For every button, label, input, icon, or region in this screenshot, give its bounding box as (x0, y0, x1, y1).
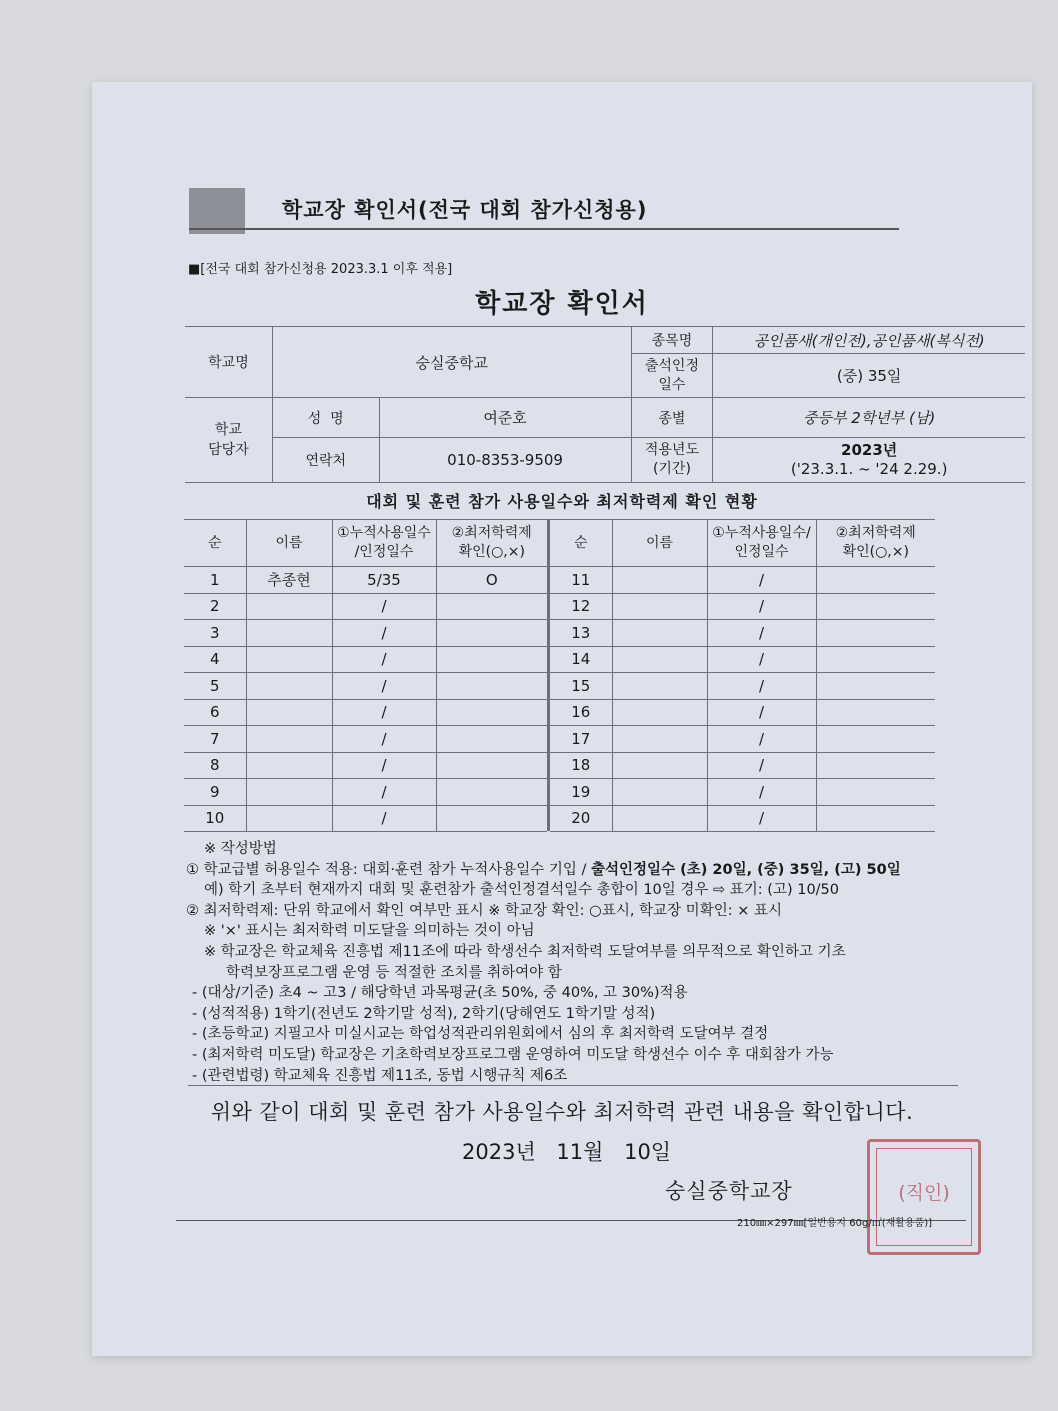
row-check (436, 593, 547, 620)
table-row (184, 805, 547, 832)
paper-spec: 210㎜×297㎜[일반용지 60g/㎡(재활용품)] (737, 1218, 933, 1229)
manager-label-line2: 담당자 (208, 442, 249, 458)
row-name (612, 593, 707, 620)
header-name: 이름 (612, 520, 707, 567)
table-row (550, 752, 935, 779)
instructions (186, 839, 1026, 1086)
row-days: / (707, 699, 816, 726)
header-check-line2: 확인(○,×) (842, 544, 909, 560)
name-value: 여준호 (379, 398, 631, 438)
row-no: 6 (184, 699, 246, 726)
row-check: O (436, 567, 547, 594)
row-days: / (707, 779, 816, 806)
instruction-line: ② 최저학력제: 단위 학교에서 확인 여부만 표시 ※ 학교장 확인: ○표시, 학교장 미확인: × 표시 (186, 902, 782, 919)
roster-table-right (550, 519, 935, 832)
header-title: 학교장 확인서(전국 대회 참가신청용) (282, 198, 648, 222)
row-no: 1 (184, 567, 246, 594)
row-name (612, 805, 707, 832)
table-row (184, 646, 547, 673)
table-row (184, 752, 547, 779)
row-days: / (707, 593, 816, 620)
table-row (550, 779, 935, 806)
header-check-line2: 확인(○,×) (458, 544, 525, 560)
status-title: 대회 및 훈련 참가 사용일수와 최저학력제 확인 현황 (366, 492, 758, 511)
row-name (612, 699, 707, 726)
row-check (436, 779, 547, 806)
row-days: / (707, 567, 816, 594)
row-no: 19 (550, 779, 612, 806)
header-check (436, 520, 547, 567)
row-no: 20 (550, 805, 612, 832)
row-name: 추종현 (246, 567, 332, 594)
table-row (550, 620, 935, 647)
row-name (246, 620, 332, 647)
row-days: / (707, 805, 816, 832)
row-check (436, 699, 547, 726)
roster-right-body (550, 567, 935, 832)
attendance-value: (중) 35일 (713, 354, 1025, 398)
row-name (246, 699, 332, 726)
row-name (612, 567, 707, 594)
header-days-line1: ①누적사용일수 (337, 525, 431, 541)
table-row (184, 699, 547, 726)
row-name (612, 620, 707, 647)
table-row (184, 673, 547, 700)
instruction-line-1a: ① 학교급별 허용일수 적용: 대회·훈련 참가 누적사용일수 기입 / (186, 861, 592, 878)
instruction-line: - (초등학교) 지필고사 미실시교는 학업성적관리위원회에서 심의 후 최저학력 도달여부 결정 (192, 1026, 769, 1043)
row-no: 15 (550, 673, 612, 700)
header-days (332, 520, 436, 567)
header-check (816, 520, 935, 567)
row-no: 10 (184, 805, 246, 832)
document-title: 학교장 확인서 (475, 289, 649, 319)
row-days: / (332, 752, 436, 779)
instruction-line: - (대상/기준) 초4 ~ 고3 / 해당학년 과목평균(초 50%, 중 40%, 고 30%)적용 (192, 985, 688, 1002)
table-row (550, 726, 935, 753)
attendance-label-line1: 출석인정 (644, 357, 699, 374)
instruction-line: - (성적적용) 1학기(전년도 2학기말 성적), 2학기(당해연도 1학기말 성적) (192, 1005, 656, 1022)
official-seal-stamp (867, 1139, 981, 1255)
row-check (436, 752, 547, 779)
roster-table-left (184, 519, 547, 832)
document-paper (92, 82, 1032, 1356)
row-days: / (332, 646, 436, 673)
table-row (550, 646, 935, 673)
row-no: 9 (184, 779, 246, 806)
header-days-line1: ①누적사용일수/ (712, 525, 811, 541)
row-days: / (707, 726, 816, 753)
issue-date: 2023년 11월 10일 (462, 1140, 672, 1164)
row-days: / (332, 726, 436, 753)
confirmation-statement: 위와 같이 대회 및 훈련 참가 사용일수와 최저학력 관련 내용을 확인합니다. (210, 1100, 914, 1124)
header-days (707, 520, 816, 567)
row-check (816, 567, 935, 594)
row-days: 5/35 (332, 567, 436, 594)
row-no: 2 (184, 593, 246, 620)
row-check (436, 620, 547, 647)
row-name (246, 726, 332, 753)
row-days: / (332, 699, 436, 726)
row-days: / (332, 620, 436, 647)
header-underline (189, 228, 899, 230)
header-check-line1: ②최저학력제 (835, 525, 916, 541)
row-check (436, 673, 547, 700)
row-check (436, 805, 547, 832)
row-no: 11 (550, 567, 612, 594)
row-no: 18 (550, 752, 612, 779)
roster-right-header (550, 520, 935, 567)
instructions-heading: ※ 작성방법 (204, 841, 277, 857)
applicability-note: ■[전국 대회 참가신청용 2023.3.1 이후 적용] (188, 262, 453, 277)
instruction-line: 예) 학기 초부터 현재까지 대회 및 훈련참가 출석인정결석일수 총합이 10일 경우 ⇨ 표기: (고) 10/50 (204, 882, 840, 899)
row-check (816, 620, 935, 647)
row-check (816, 726, 935, 753)
row-name (612, 726, 707, 753)
row-name (246, 779, 332, 806)
manager-label (185, 398, 272, 483)
table-row (550, 805, 935, 832)
table-row (184, 726, 547, 753)
event-value: 공인품새(개인전),공인품새(복식전) (713, 327, 1025, 354)
row-days: / (707, 673, 816, 700)
principal-title: 숭실중학교장 (665, 1179, 793, 1203)
row-no: 13 (550, 620, 612, 647)
contact-value: 010-8353-9509 (379, 438, 631, 483)
row-check (816, 805, 935, 832)
header-check-line1: ②최저학력제 (451, 525, 532, 541)
contact-label: 연락처 (272, 438, 379, 483)
row-days: / (332, 779, 436, 806)
row-no: 5 (184, 673, 246, 700)
row-name (246, 805, 332, 832)
instruction-line: - (관련법령) 학교체육 진흥법 제11조, 동법 시행규칙 제6조 (192, 1067, 568, 1084)
year-value-line1: 2023년 (841, 441, 898, 459)
table-row (184, 593, 547, 620)
year-value (713, 438, 1025, 483)
name-label: 성 명 (272, 398, 379, 438)
row-check (816, 752, 935, 779)
header-days-line2: /인정일수 (354, 544, 414, 560)
instruction-line: 학력보장프로그램 운영 등 적절한 조치를 취하여야 함 (226, 964, 562, 981)
seal-label: (직인) (898, 1182, 950, 1204)
school-value: 숭실중학교 (272, 327, 631, 398)
row-name (612, 646, 707, 673)
attendance-label-line2: 일수 (658, 376, 686, 393)
info-table (185, 326, 1025, 483)
row-days: / (707, 646, 816, 673)
instruction-line: - (최저학력 미도달) 학교장은 기초학력보장프로그램 운영하여 미도달 학생선수 이수 후 대회참가 가능 (192, 1046, 834, 1063)
row-no: 14 (550, 646, 612, 673)
table-row (184, 779, 547, 806)
table-row (184, 567, 547, 594)
row-no: 12 (550, 593, 612, 620)
row-no: 17 (550, 726, 612, 753)
table-row (550, 567, 935, 594)
row-name (246, 646, 332, 673)
row-no: 7 (184, 726, 246, 753)
row-days: / (332, 593, 436, 620)
row-check (816, 699, 935, 726)
year-value-line2: ('23.3.1. ~ '24 2.29.) (790, 460, 948, 478)
year-label-line2: (기간) (652, 461, 691, 477)
row-name (246, 593, 332, 620)
instruction-line-1b: 출석인정일수 (초) 20일, (중) 35일, (고) 50일 (591, 861, 901, 878)
attendance-label (631, 354, 713, 398)
table-row (550, 593, 935, 620)
row-check (816, 593, 935, 620)
manager-label-line1: 학교 (214, 422, 242, 438)
row-name (246, 752, 332, 779)
roster-left-header (184, 520, 547, 567)
table-row (184, 620, 547, 647)
row-days: / (332, 805, 436, 832)
row-check (816, 779, 935, 806)
table-row (550, 673, 935, 700)
school-label: 학교명 (185, 327, 272, 398)
row-check (436, 646, 547, 673)
event-label: 종목명 (631, 327, 713, 354)
category-value: 중등부 2학년부 (남) (713, 398, 1025, 438)
row-no: 8 (184, 752, 246, 779)
header-no: 순 (550, 520, 612, 567)
table-row (550, 699, 935, 726)
row-days: / (332, 673, 436, 700)
category-label: 종별 (631, 398, 713, 438)
row-name (246, 673, 332, 700)
roster-left-body (184, 567, 547, 832)
row-days: / (707, 620, 816, 647)
instruction-line: ※ '×' 표시는 최저학력 미도달을 의미하는 것이 아님 (204, 923, 535, 940)
instruction-line: ※ 학교장은 학교체육 진흥법 제11조에 따라 학생선수 최저학력 도달여부를 의무적으로 확인하고 기초 (204, 943, 846, 960)
row-days: / (707, 752, 816, 779)
year-label (631, 438, 713, 483)
row-check (816, 646, 935, 673)
row-name (612, 779, 707, 806)
row-no: 16 (550, 699, 612, 726)
header-days-line2: 인정일수 (734, 544, 789, 560)
row-check (816, 673, 935, 700)
year-label-line1: 적용년도 (644, 442, 699, 458)
instruction-line (186, 860, 1026, 881)
row-name (612, 752, 707, 779)
header-no: 순 (184, 520, 246, 567)
instructions-divider (188, 1085, 958, 1086)
row-no: 3 (184, 620, 246, 647)
row-name (612, 673, 707, 700)
header-name: 이름 (246, 520, 332, 567)
row-no: 4 (184, 646, 246, 673)
row-check (436, 726, 547, 753)
